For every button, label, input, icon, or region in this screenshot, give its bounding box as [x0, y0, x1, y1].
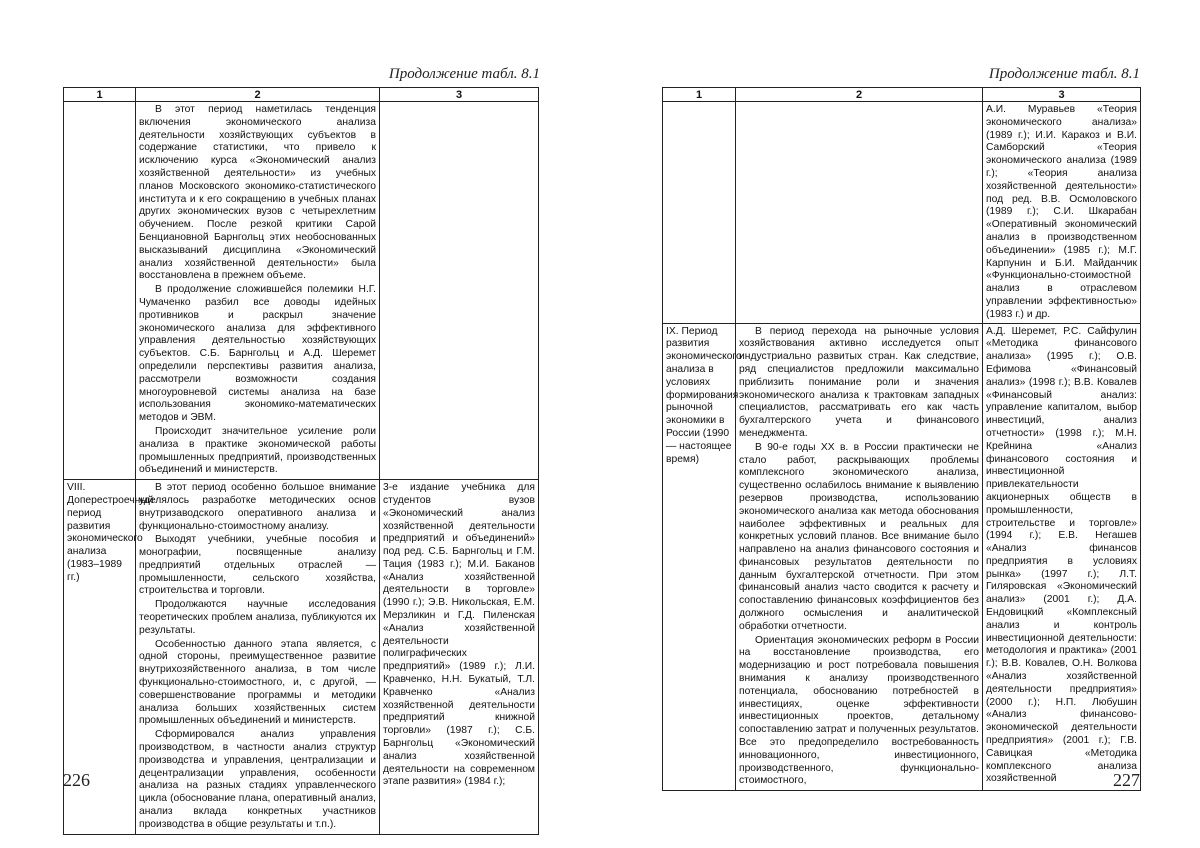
- right-page: [600, 0, 1200, 848]
- column-header: 2: [136, 88, 380, 102]
- paragraph: В период перехода на рыночные условия хозяйствования активно исследуется опыт индустриально развитых стран. Как следствие, ряд специалистов предложили максимально приблизить понимание роли и значения экономического анализа к трактовкам западных специалистов, рассматривать его как часть бухгалтерского учета и финансового менеджмента.: [739, 325, 979, 439]
- table-row: [64, 102, 539, 480]
- paragraph: В этот период особенно большое внимание уделялось разработке методических основ внутризаводского оперативного анализа и функционально-стоимостному анализу.: [139, 482, 376, 532]
- literature-cell: А.И. Муравьев «Теория экономического анализа» (1989 г.); И.И. Каракоз и В.И. Самборский «Теория экономического анализа (1989 г.); «Теория анализа хозяйственной деятельности» под ред. В.В. Осмоловского (1989 г.); С.И. Шкарабан «Оперативный экономический анализ в производственном объединении» (1985 г.); М.Г. Карпунин и Б.И. Майданчик «Функционально-стоимостной анализ в отраслевом управлении эффективностью» (1983 г.) и др.: [983, 102, 1141, 324]
- period-cell: [663, 102, 736, 324]
- table-caption: Продолжение табл. 8.1: [388, 66, 540, 82]
- paragraph: Сформировался анализ управления производством, в частности анализ структур производства и управления, централизации и децентрализации управления, особенности анализа на разных стадиях управленческого цикла (обоснование плана, оперативный анализ, анализ вклада конкретных участников производства в общие результаты и т.п.).: [139, 729, 376, 830]
- period-cell: [64, 102, 136, 480]
- table-caption: Продолжение табл. 8.1: [988, 66, 1140, 82]
- paragraph: Продолжаются научные исследования теоретических проблем анализа, публикуются их результаты.: [139, 599, 376, 636]
- period-cell: VIII. Доперестроечный период развития экономического анализа (1983–1989 гг.): [64, 480, 136, 835]
- paragraph: Особенностью данного этапа является, с одной стороны, преимущественное развитие внутрихозяйственного анализа, в том числе функционально-стоимостного, и, с другой, — совершенствование программы и методики анализа больших хозяйственных систем промышленных объединений и министерств.: [139, 638, 376, 727]
- paragraph: Происходит значительное усиление роли анализа в практике экономической работы промышленных предприятий, производственных объединений и министерств.: [139, 425, 376, 476]
- paragraph: Выходят учебники, учебные пособия и монографии, посвященные анализу предприятий отдельных отраслей — промышленности, сельского хозяйства, строительства и торговли.: [139, 534, 376, 597]
- literature-cell: [380, 102, 539, 480]
- period-cell: IX. Период развития экономического анализа в условиях формирования рыночной экономики в России (1990 — настоящее время): [663, 323, 736, 791]
- paragraph: В продолжение сложившейся полемики Н.Г. Чумаченко разбил все доводы идейных противников и раскрыл значение экономического анализа для эффективного управления деятельностью хозяйствующих субъектов. С.Б. Барнгольц и А.Д. Шеремет определили перспективы развития анализа, рассмотрели возможности создания многоуровневой системы анализа на базе использования экономико-математических методов и ЭВМ.: [139, 284, 376, 424]
- description-cell: [736, 323, 983, 791]
- page-number: 227: [1113, 770, 1140, 790]
- continuation-table: [662, 87, 1141, 791]
- table-row: [663, 102, 1141, 324]
- description-cell: [136, 480, 380, 835]
- table-row: [663, 323, 1141, 791]
- description-cell: [136, 102, 380, 480]
- table-row: [64, 480, 539, 835]
- paragraph: В 90-е годы XX в. в России практически не стало работ, раскрывающих проблемы комплексного экономического анализа, существенно ослабилось внимание к выявлению резервов производства, использованию экономического анализа как метода обоснования наиболее эффективных и реальных для конкретных условий планов. Все внимание было направлено на анализ финансового состояния и финансовых результатов деятельности по данным бухгалтерской отчетности. При этом финансовый анализ часто сводится к расчету и сопоставлению финансовых коэффициентов без должного осмысления и аналитической обработки отчетности.: [739, 441, 979, 632]
- column-header: 3: [380, 88, 539, 102]
- header-row: [64, 88, 539, 102]
- column-header: 2: [736, 88, 983, 102]
- page-number: 226: [63, 770, 90, 790]
- paragraph: В этот период наметилась тенденция включения экономического анализа деятельности хозяйствующих субъектов в содержание статистики, что привело к исключению курса «Экономический анализ хозяйственной деятельности» из учебных планов Московского экономико-статистического института и к его сокращению в учебных планах других экономических вузов с четырехлетним обучением. После резкой критики Сарой Бенциановной Барнгольц этих необоснованных высказываний дисциплина «Экономический анализ хозяйственной деятельности» была восстановлена в прежнем объеме.: [139, 104, 376, 282]
- continuation-table: [63, 87, 539, 835]
- description-cell: [736, 102, 983, 324]
- column-header: 1: [663, 88, 736, 102]
- column-header: 1: [64, 88, 136, 102]
- paragraph: Ориентация экономических реформ в России на восстановление производства, его модернизацию и рост потребовала повышения внимания к анализу производственного потенциала, обоснованию потребностей в инвестициях, оценке эффективности инвестиционных проектов, детальному сопоставлению затрат и полученных результатов. Все это предопределило востребованность инновационного, инвестиционного, производственного, функционально-стоимостного,: [739, 634, 979, 787]
- column-header: 3: [983, 88, 1141, 102]
- literature-cell: А.Д. Шеремет, Р.С. Сайфулин «Методика финансового анализа» (1995 г.); О.В. Ефимова «Финансовый анализ» (1998 г.); В.В. Ковалев «Финансовый анализ: управление капиталом, выбор инвестиций, анализ отчетности» (1998 г.); М.Н. Крейнина «Анализ финансового состояния и инвестиционной привлекательности акционерных обществ в промышленности, строительстве и торговле» (1994 г.); Е.В. Негашев «Анализ финансов предприятия в условиях рынка» (1997 г.); Л.Т. Гиляровская «Экономический анализ» (2001 г.); Д.А. Ендовицкий «Комплексный анализ и контроль инвестиционной деятельности: методология и практика» (2001 г.); В.В. Ковалев, О.Н. Волкова «Анализ хозяйственной деятельности предприятия» (2000 г.); Н.П. Любушин «Анализ финансово-экономической деятельности предприятия» (2001 г.); Г.В. Савицкая «Методика комплексного анализа хозяйственной: [983, 323, 1141, 791]
- header-row: [663, 88, 1141, 102]
- literature-cell: 3-е издание учебника для студентов вузов «Экономический анализ хозяйственной деятельности предприятий и объединений» под ред. С.Б. Барнгольц и Г.М. Тация (1983 г.); М.И. Баканов «Анализ хозяйственной деятельности в торговле» (1990 г.); Э.В. Никольская, Е.М. Мерзликин и Г.Д. Пиленская «Анализ хозяйственной деятельности полиграфических предприятий» (1989 г.); Л.И. Кравченко, Н.Н. Букатый, Т.Л. Кравченко «Анализ хозяйственной деятельности предприятий книжной торговли» (1987 г.); С.Б. Барнгольц «Экономический анализ хозяйственной деятельности на современном этапе развития» (1984 г.);: [380, 480, 539, 835]
